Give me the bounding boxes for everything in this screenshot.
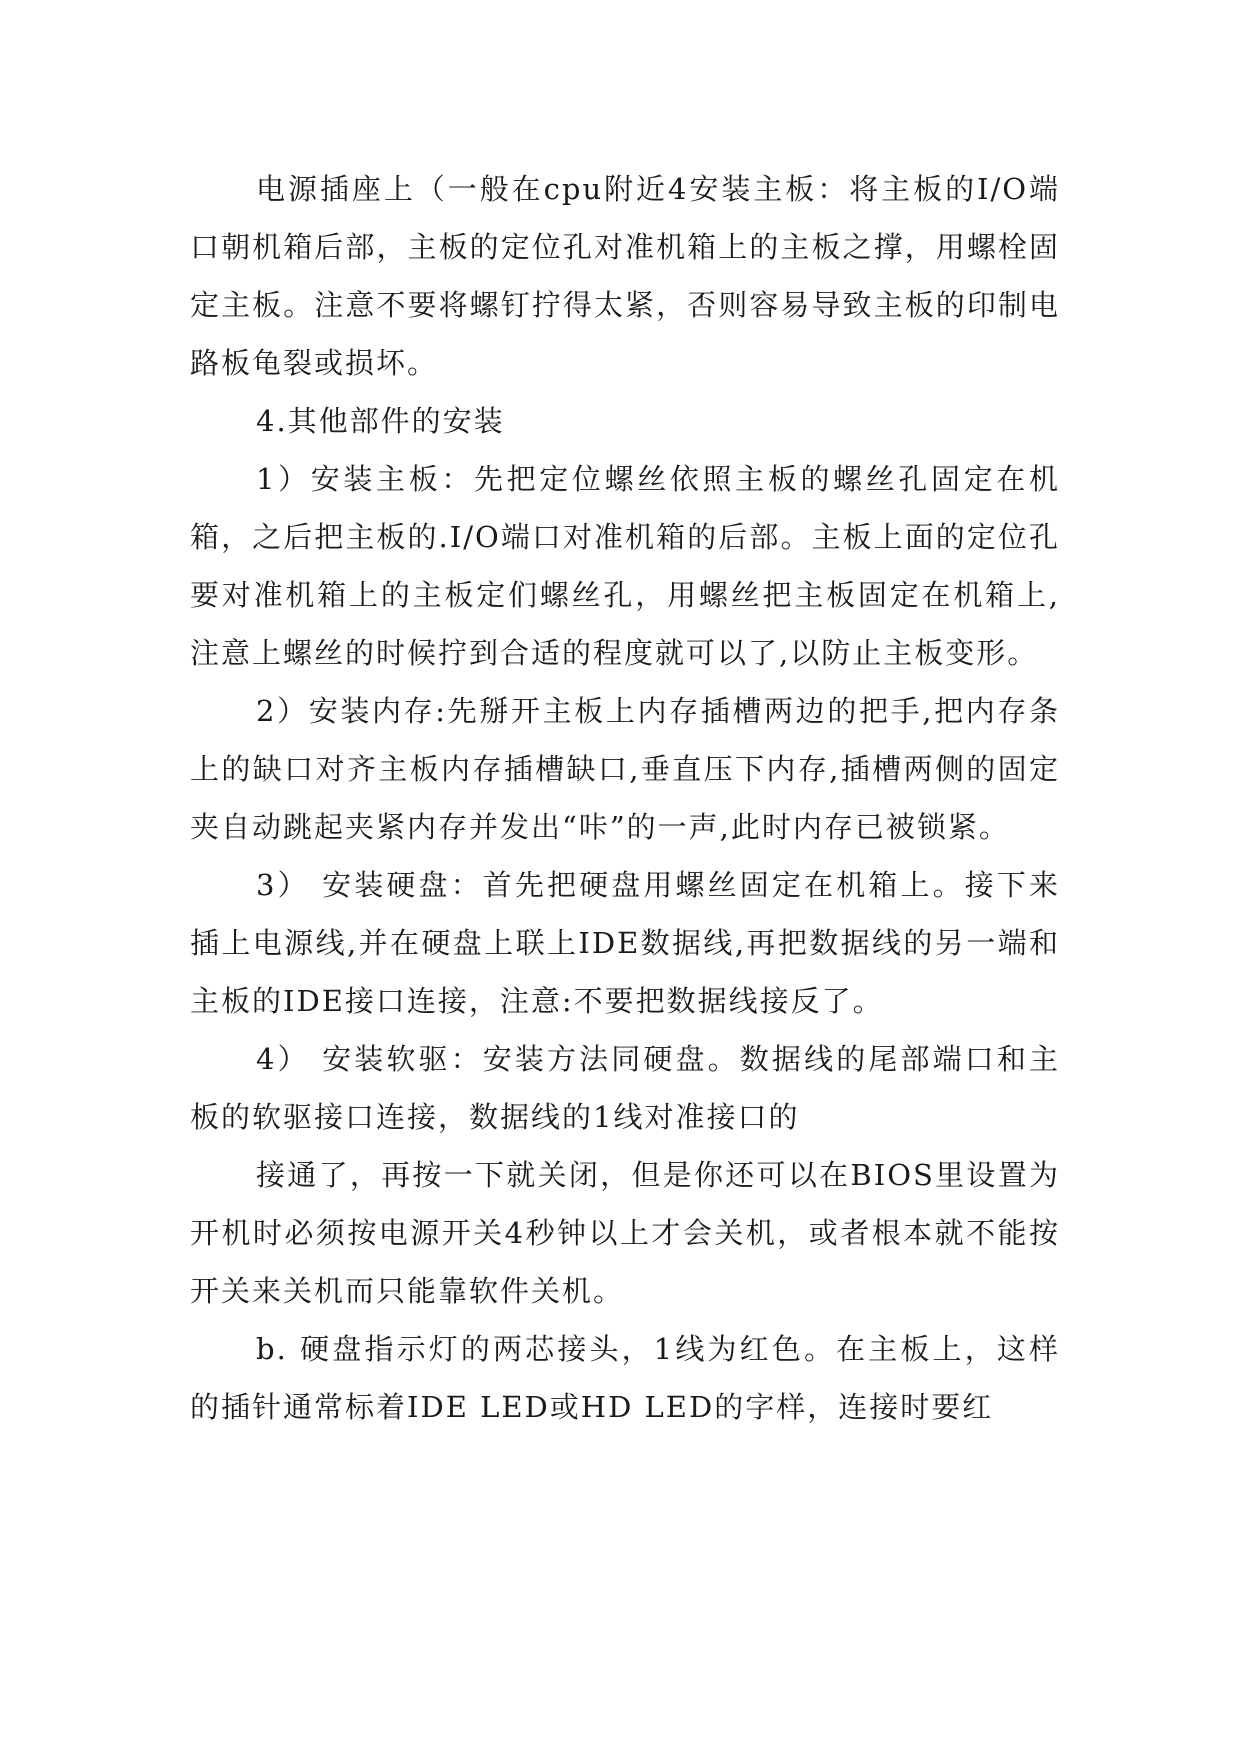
paragraph-install-motherboard: 1）安装主板：先把定位螺丝依照主板的螺丝孔固定在机箱，之后把主板的.I/O端口对准机箱的后部。主板上面的定位孔要对准机箱上的主板定们螺丝孔，用螺丝把主板固定在机箱上,注意上螺丝的时候拧到合适的程度就可以了,以防止主板变形。 xyxy=(190,462,1060,670)
paragraph-install-hard-disk: 3） 安装硬盘：首先把硬盘用螺丝固定在机箱上。接下来插上电源线,并在硬盘上联上IDE数据线,再把数据线的另一端和主板的IDE接口连接，注意:不要把数据线接反了。 xyxy=(190,868,1060,1018)
document-body xyxy=(190,160,1060,1436)
section-heading-other-components: 4.其他部件的安装 xyxy=(256,404,505,438)
paragraph-motherboard-mounting: 电源插座上（一般在cpu附近4安装主板：将主板的I/O端口朝机箱后部，主板的定位孔对准机箱上的主板之撑，用螺栓固定主板。注意不要将螺钉拧得太紧，否则容易导致主板的印制电路板龟裂或损坏。 xyxy=(190,172,1060,380)
paragraph-install-floppy-drive: 4） 安装软驱：安装方法同硬盘。数据线的尾部端口和主板的软驱接口连接，数据线的1线对准接口的 xyxy=(190,1042,1060,1134)
paragraph-install-memory: 2）安装内存:先掰开主板上内存插槽两边的把手,把内存条上的缺口对齐主板内存插槽缺口,垂直压下内存,插槽两侧的固定夹自动跳起夹紧内存并发出“咔”的一声,此时内存已被锁紧。 xyxy=(190,694,1060,844)
paragraph-hdd-led: b. 硬盘指示灯的两芯接头，1线为红色。在主板上，这样的插针通常标着IDE LED或HD LED的字样，连接时要红 xyxy=(190,1332,1060,1424)
paragraph-power-switch: 接通了，再按一下就关闭，但是你还可以在BIOS里设置为开机时必须按电源开关4秒钟以上才会关机，或者根本就不能按开关来关机而只能靠软件关机。 xyxy=(190,1158,1060,1308)
